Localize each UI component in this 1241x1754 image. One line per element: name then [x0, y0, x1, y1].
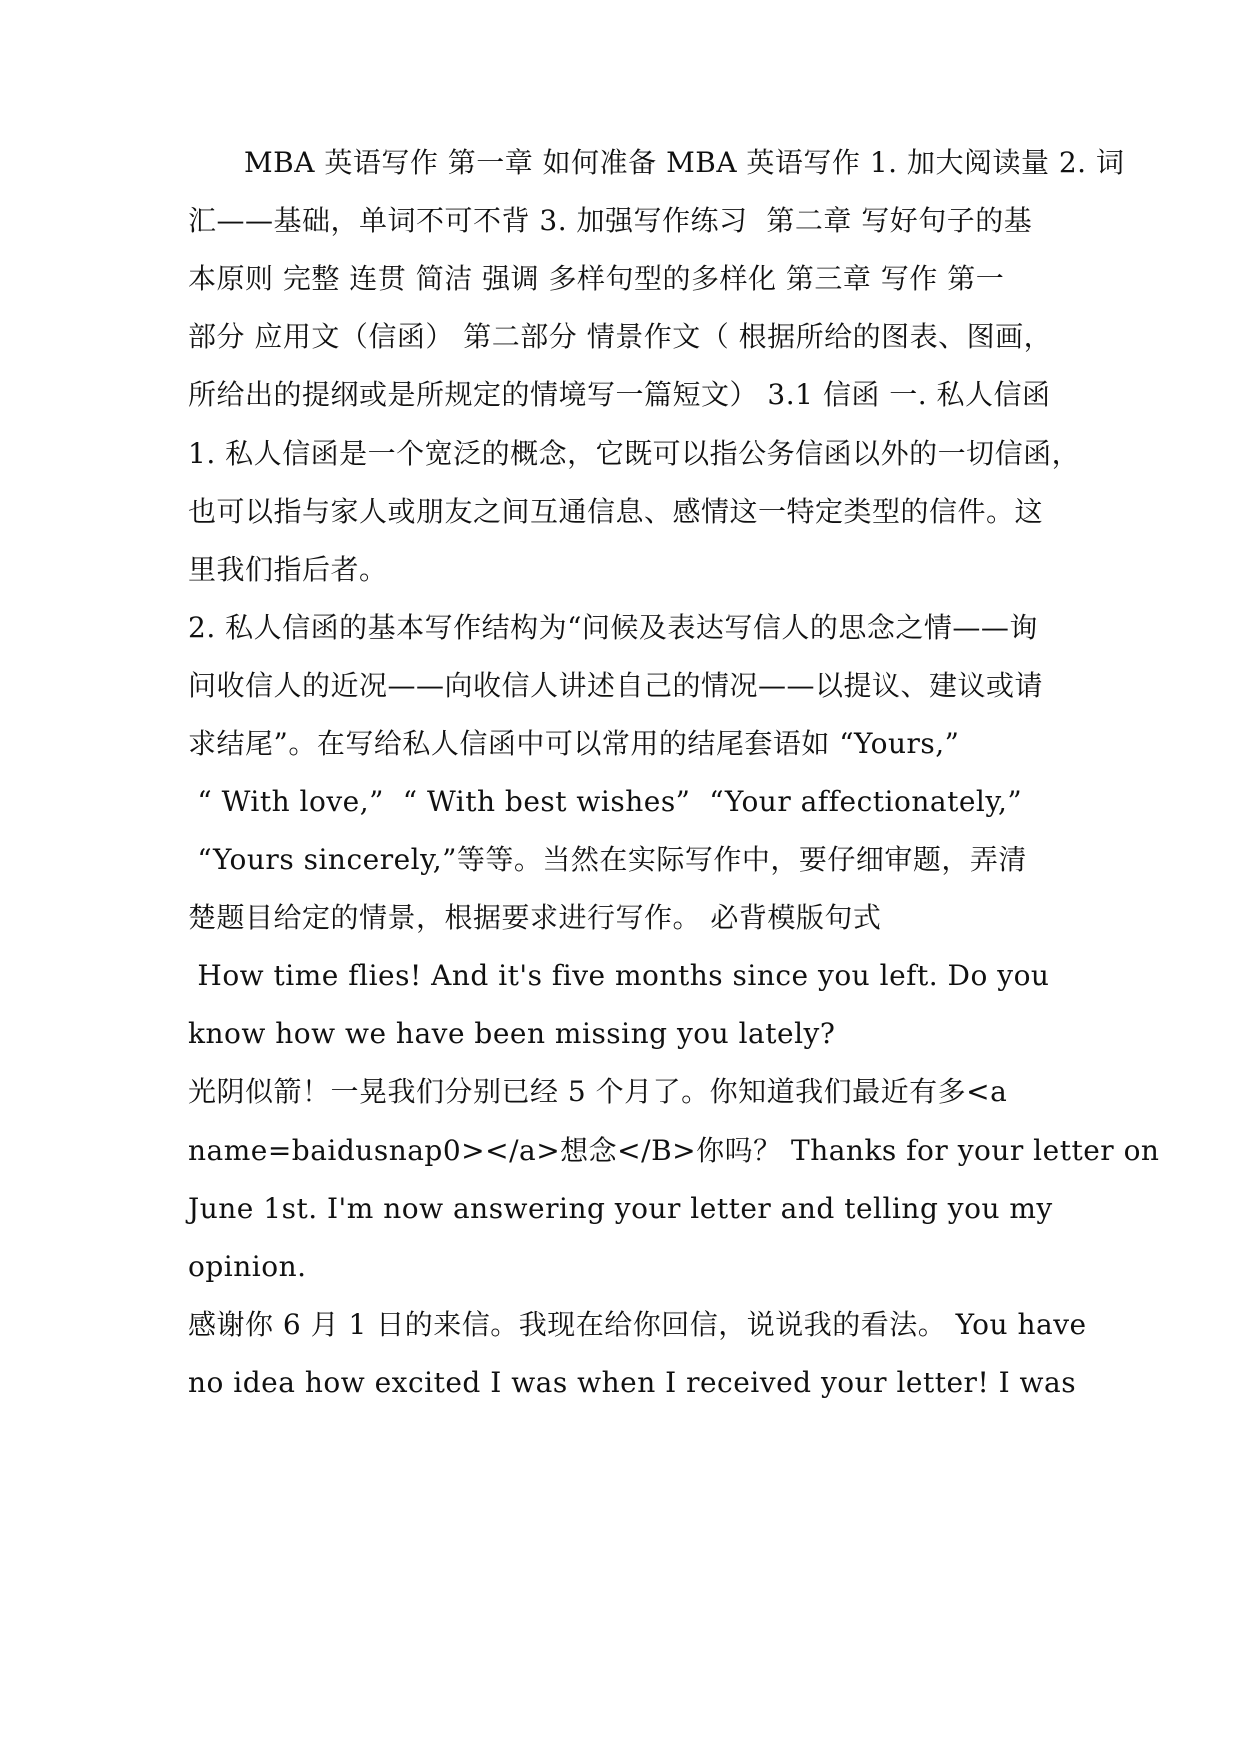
text-line: June 1st. I'm now answering your letter and telling you my [188, 1192, 1053, 1225]
text-line: How time flies! And it's five months since you left. Do you [188, 959, 1050, 992]
text-line: opinion. [188, 1250, 307, 1283]
text-line: “ With love,” “ With best wishes” “Your affectionately,” [188, 785, 1023, 818]
text-line: 所给出的提纲或是所规定的情境写一篇短文） 3.1 信函 一. 私人信函 [188, 378, 1051, 411]
text-line: MBA 英语写作 第一章 如何准备 MBA 英语写作 1. 加大阅读量 2. 词 [244, 146, 1125, 179]
text-line: 问收信人的近况——向收信人讲述自己的情况——以提议、建议或请 [188, 669, 1044, 702]
text-line: 感谢你 6 月 1 日的来信。我现在给你回信，说说我的看法。 You have [188, 1308, 1087, 1341]
text-line: 汇——基础，单词不可不背 3. 加强写作练习 第二章 写好句子的基 [188, 204, 1033, 237]
text-line: no idea how excited I was when I received your letter! I was [188, 1366, 1077, 1399]
text-line: 本原则 完整 连贯 简洁 强调 多样句型的多样化 第三章 写作 第一 [188, 262, 1005, 295]
text-line: 2. 私人信函的基本写作结构为“问候及表达写信人的思念之情——询 [188, 611, 1038, 644]
text-line: 光阴似箭！一晃我们分别已经 5 个月了。你知道我们最近有多<a [188, 1075, 1008, 1108]
text-line: name=baidusnap0></a>想念</B>你吗？ Thanks for your letter on [188, 1134, 1160, 1167]
text-line: 也可以指与家人或朋友之间互通信息、感情这一特定类型的信件。这 [188, 495, 1044, 528]
text-line: 1. 私人信函是一个宽泛的概念，它既可以指公务信函以外的一切信函， [188, 437, 1081, 470]
text-line: 求结尾”。在写给私人信函中可以常用的结尾套语如 “Yours,” [188, 727, 960, 760]
text-line: know how we have been missing you lately? [188, 1017, 836, 1050]
text-line: 里我们指后者。 [188, 553, 388, 586]
text-line: 部分 应用文（信函） 第二部分 情景作文（ 根据所给的图表、图画， [188, 320, 1053, 353]
text-line: 楚题目给定的情景，根据要求进行写作。 必背模版句式 [188, 901, 882, 934]
text-line: “Yours sincerely,”等等。当然在实际写作中，要仔细审题，弄清 [188, 843, 1027, 876]
